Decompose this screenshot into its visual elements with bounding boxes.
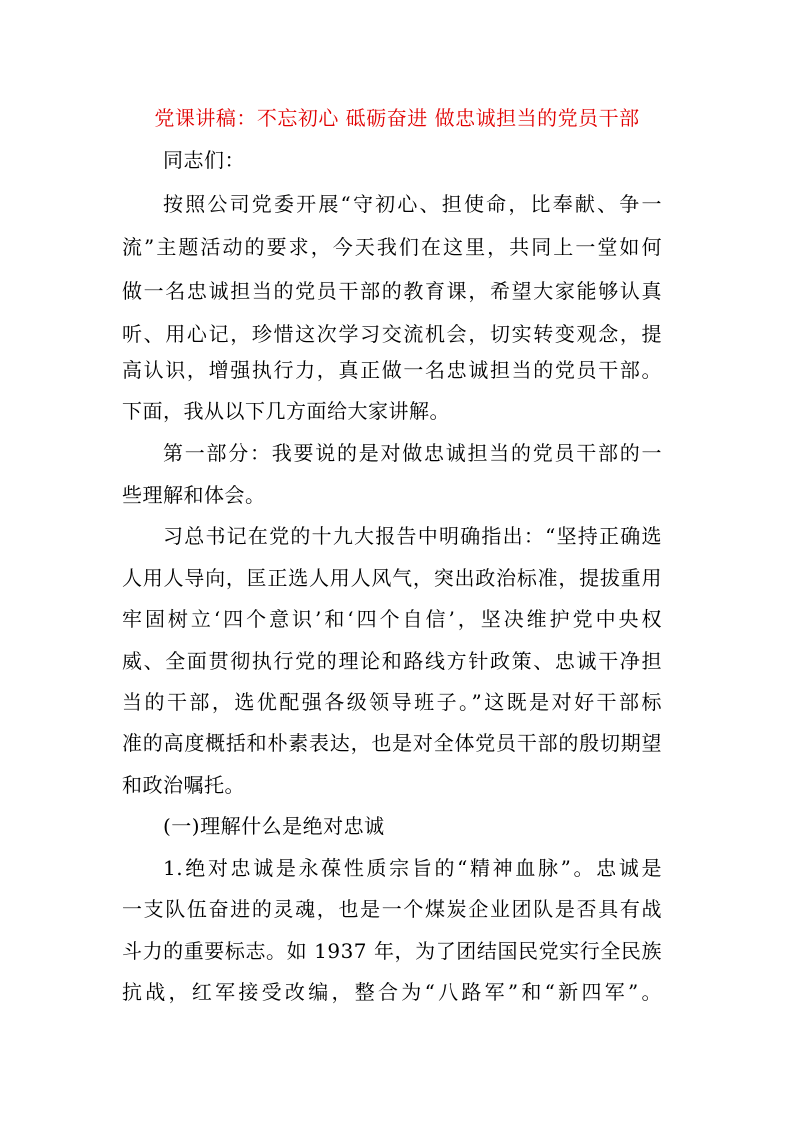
paragraph-line: 人用人导向，匡正选人用人风气，突出政治标准，提拔重用 [122, 566, 662, 590]
paragraph-line: 当的干部，选优配强各级领导班子。”这既是对好干部标 [122, 690, 662, 714]
paragraph-line: 听、用心记，珍惜这次学习交流机会，切实转变观念，提 [122, 322, 662, 346]
paragraph-line: 1.绝对忠诚是永葆性质宗旨的“精神血脉”。忠诚是 [163, 856, 662, 880]
paragraph-line: 抗战，红军接受改编，整合为“八路军”和“新四军”。 [122, 980, 662, 1004]
paragraph-line: 些理解和体会。 [122, 483, 266, 507]
section-heading: (一)理解什么是绝对忠诚 [163, 814, 385, 838]
paragraph-line: 流”主题活动的要求，今天我们在这里，共同上一堂如何 [122, 235, 662, 259]
paragraph-line: 威、全面贯彻执行党的理论和路线方针政策、忠诚干净担 [122, 649, 662, 673]
paragraph-line: 下面，我从以下几方面给大家讲解。 [122, 399, 450, 423]
paragraph-line: 高认识，增强执行力，真正做一名忠诚担当的党员干部。 [122, 358, 662, 382]
paragraph-line: 牢固树立‘四个意识’和‘四个自信’，坚决维护党中央权 [122, 607, 662, 631]
paragraph-line: 一支队伍奋进的灵魂，也是一个煤炭企业团队是否具有战 [122, 897, 662, 921]
document-title: 党课讲稿：不忘初心 砥砺奋进 做忠诚担当的党员干部 [154, 106, 640, 130]
paragraph-line: 和政治嘱托。 [122, 773, 245, 797]
paragraph-line: 第一部分：我要说的是对做忠诚担当的党员干部的一 [163, 441, 662, 465]
paragraph-line: 准的高度概括和朴素表达，也是对全体党员干部的殷切期望 [122, 731, 662, 755]
paragraph-line: 习总书记在党的十九大报告中明确指出：“坚持正确选 [163, 524, 662, 548]
paragraph-line: 做一名忠诚担当的党员干部的教育课，希望大家能够认真 [122, 279, 662, 303]
paragraph-line: 斗力的重要标志。如 1937 年，为了团结国民党实行全民族 [122, 939, 662, 963]
paragraph-line: 按照公司党委开展“守初心、担使命，比奉献、争一 [163, 192, 662, 216]
paragraph-line: 同志们： [163, 148, 245, 172]
